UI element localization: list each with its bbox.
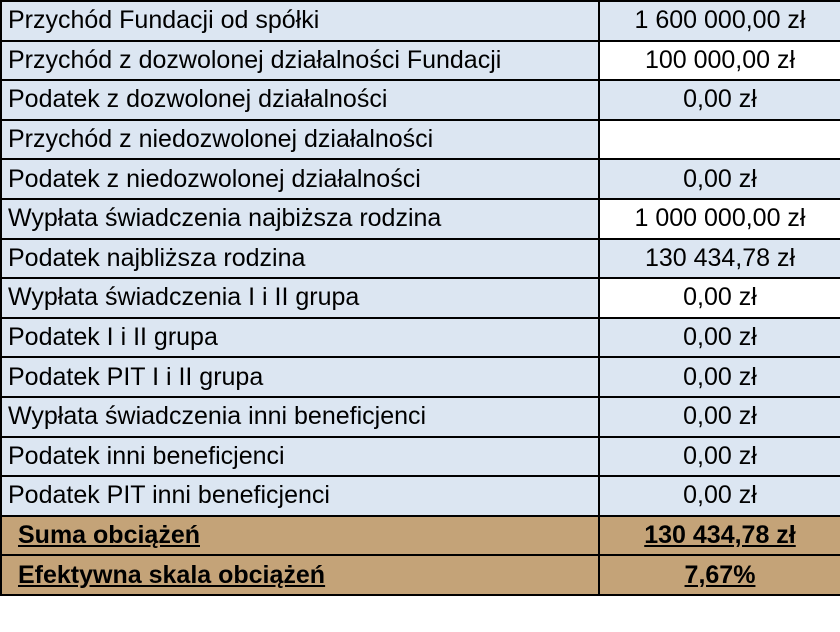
row-value xyxy=(599,120,840,160)
row-label: Podatek z dozwolonej działalności xyxy=(1,80,599,120)
table-row xyxy=(1,278,840,318)
table-row xyxy=(1,357,840,397)
row-label: Wypłata świadczenia inni beneficjenci xyxy=(1,397,599,437)
row-value: 0,00 zł xyxy=(599,357,840,397)
row-value: 130 434,78 zł xyxy=(599,239,840,279)
table-row xyxy=(1,318,840,358)
row-value: 0,00 zł xyxy=(599,159,840,199)
row-label: Wypłata świadczenia I i II grupa xyxy=(1,278,599,318)
table-row xyxy=(1,199,840,239)
row-value: 0,00 zł xyxy=(599,437,840,477)
total-burden-label: Suma obciążeń xyxy=(1,516,599,556)
row-label: Przychód z dozwolonej działalności Fundacji xyxy=(1,41,599,81)
summary-row-total xyxy=(1,516,840,556)
table-row xyxy=(1,437,840,477)
row-label: Podatek najbliższa rodzina xyxy=(1,239,599,279)
table-row xyxy=(1,397,840,437)
table-row xyxy=(1,476,840,516)
total-burden-value: 130 434,78 zł xyxy=(599,516,840,556)
row-label: Podatek inni beneficjenci xyxy=(1,437,599,477)
summary-row-rate xyxy=(1,555,840,595)
table-row xyxy=(1,120,840,160)
effective-rate-value: 7,67% xyxy=(599,555,840,595)
row-label: Podatek I i II grupa xyxy=(1,318,599,358)
row-value: 1 000 000,00 zł xyxy=(599,199,840,239)
table-row xyxy=(1,41,840,81)
row-value: 0,00 zł xyxy=(599,278,840,318)
table-body xyxy=(1,1,840,595)
table-row xyxy=(1,239,840,279)
row-value: 0,00 zł xyxy=(599,476,840,516)
row-label: Przychód z niedozwolonej działalności xyxy=(1,120,599,160)
effective-rate-label: Efektywna skala obciążeń xyxy=(1,555,599,595)
row-value: 0,00 zł xyxy=(599,397,840,437)
row-value: 100 000,00 zł xyxy=(599,41,840,81)
row-value: 1 600 000,00 zł xyxy=(599,1,840,41)
row-value: 0,00 zł xyxy=(599,318,840,358)
table-row xyxy=(1,80,840,120)
row-label: Wypłata świadczenia najbiższa rodzina xyxy=(1,199,599,239)
row-value: 0,00 zł xyxy=(599,80,840,120)
row-label: Podatek PIT I i II grupa xyxy=(1,357,599,397)
table-row xyxy=(1,159,840,199)
table-row xyxy=(1,1,840,41)
row-label: Podatek z niedozwolonej działalności xyxy=(1,159,599,199)
row-label: Podatek PIT inni beneficjenci xyxy=(1,476,599,516)
row-label: Przychód Fundacji od spółki xyxy=(1,1,599,41)
